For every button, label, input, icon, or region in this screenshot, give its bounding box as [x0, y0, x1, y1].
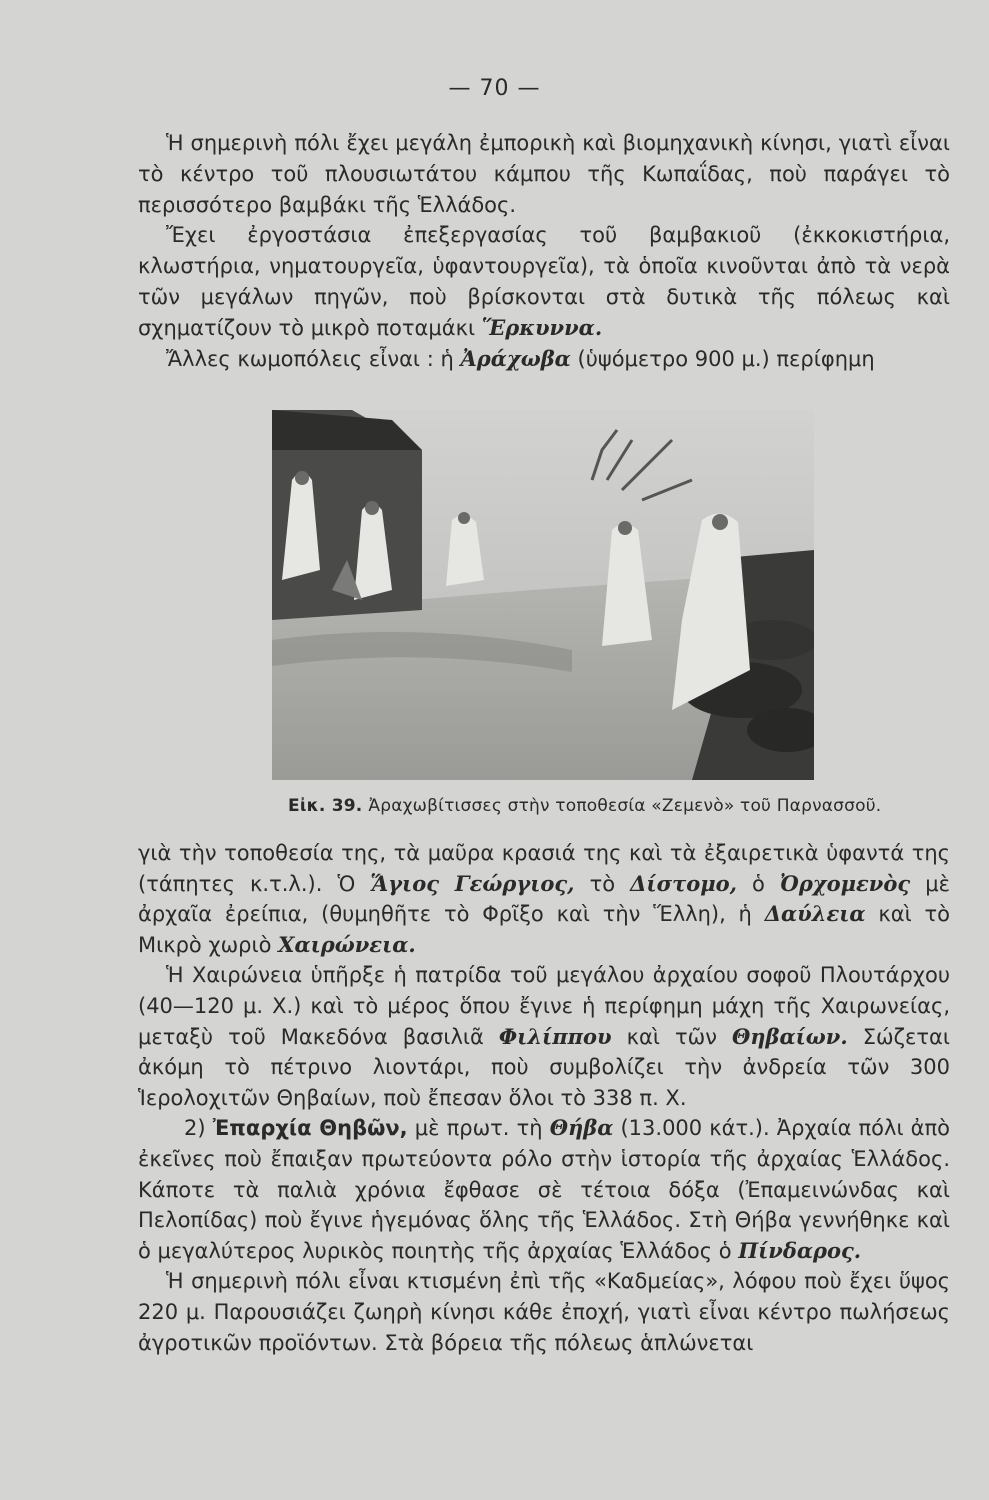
- p4-text-1: γιὰ τὴν τοποθεσία της, τὰ μαῦρα κρασιά της καὶ τὰ ἐξαιρετικὰ ὑφαντά της (τάπητες κ.τ.λ.). Ὁ: [138, 841, 950, 896]
- place-name-agios-georgios: Ἅγιος Γεώργιος,: [370, 870, 575, 896]
- paragraph-other-towns: [138, 344, 950, 375]
- people-name-thebans: Θηβαίων.: [731, 1023, 848, 1049]
- p5-text-2: καὶ τῶν: [626, 1024, 717, 1049]
- paragraph-chaironeia: [138, 960, 950, 1113]
- figure-caption-text: Ἀραχωβίτισσες στὴν τοποθεσία «Ζεμενὸ» τοῦ Παρνασσοῦ.: [368, 796, 882, 816]
- paragraph-modern-thebes: Ἡ σημερινὴ πόλι εἶναι κτισμένη ἐπὶ τῆς «Καδμείας», λόφου ποὺ ἔχει ὕψος 220 μ. Παρουσιάζει ζωηρὴ κίνησι κάθε ἐποχή, γιατὶ εἶναι κέντρο πωλήσεως ἀγροτικῶν προϊόντων. Στὰ βόρεια τῆς πόλεως ἁπλώνεται: [138, 1269, 950, 1355]
- p4-text-5: καὶ τὸ Μικρὸ χωριὸ: [138, 902, 951, 957]
- heading-province-thebes: Ἐπαρχία Θηβῶν,: [212, 1116, 408, 1141]
- p5-text-3: Σώζεται ἀκόμη τὸ πέτρινο λιοντάρι, ποὺ συμβολίζει τὴν ἀνδρεία τῶν 300 Ἱερολοχιτῶν Θηβαίων, ποὺ ἔπεσαν ὅλοι τὸ 338 π. Χ.: [138, 1024, 950, 1110]
- p6-text-2: (13.000 κάτ.). Ἀρχαία πόλι ἀπὸ ἐκεῖνες ποὺ ἔπαιξαν πρωτεύοντα ρόλο στὴν ἱστορία τῆς ἀρχαίας Ἑλλάδος. Κάποτε τὰ παλιὰ χρόνια ἔφθασε σὲ τέτοια δόξα (Ἐπαμεινώνδας καὶ Πελοπίδας) ποὺ ἔγινε ἡγεμόνας ὅλης τῆς Ἑλλάδος. Στὴ Θήβα γεννήθηκε καὶ ὁ μεγαλύτερος λυρικὸς ποιητὴς τῆς ἀρχαίας Ἑλλάδος ὁ: [138, 1116, 950, 1263]
- top-text-block: [138, 128, 950, 374]
- paragraph-thebes-province: [138, 1113, 950, 1266]
- bottom-text-block: [138, 838, 950, 1358]
- place-name-chaironeia: Χαιρώνεια.: [278, 931, 416, 957]
- paragraph-arachova-continued: [138, 838, 950, 960]
- figure-label: Εἰκ. 39.: [288, 796, 363, 816]
- p6-text-1: μὲ πρωτ. τὴ: [414, 1116, 543, 1141]
- paragraph-city-commerce: Ἡ σημερινὴ πόλι ἔχει μεγάλη ἐμπορικὴ καὶ βιομηχανικὴ κίνησι, γιατὶ εἶναι τὸ κέντρο τοῦ πλουσιωτάτου κάμπου τῆς Κωπαΐδας, ποὺ παράγει τὸ περισσότερο βαμβάκι τῆς Ἑλλάδος.: [138, 131, 950, 217]
- person-name-philippos: Φιλίππου: [498, 1023, 612, 1049]
- place-name-erkynna: Ἕρκυννα.: [481, 314, 603, 340]
- p4-text-4: μὲ ἀρχαῖα ἐρείπια, (θυμηθῆτε τὸ Φρῖξο καὶ τὴν Ἕλλη), ἡ: [138, 871, 950, 927]
- place-name-orchomenos: Ὀρχομενὸς: [779, 870, 911, 896]
- photo-illustration: [272, 410, 814, 780]
- other-towns-text-a: Ἄλλες κωμοπόλεις εἶναι : ἡ: [166, 346, 454, 371]
- place-name-thiva: Θήβα: [549, 1115, 614, 1141]
- person-name-pindaros: Πίνδαρος.: [738, 1237, 862, 1263]
- other-towns-text-b: (ὑψόμετρο 900 μ.) περίφημη: [577, 346, 875, 371]
- p4-text-3: ὁ: [751, 871, 765, 896]
- p4-text-2: τὸ: [589, 871, 616, 896]
- p6-number: 2): [184, 1116, 206, 1141]
- page-number: — 70 —: [448, 76, 541, 101]
- figure-caption: [288, 796, 908, 816]
- place-name-dauleia: Δαύλεια: [764, 901, 866, 927]
- paragraph-factories: [138, 220, 950, 343]
- factories-text: Ἔχει ἐργοστάσια ἐπεξεργασίας τοῦ βαμβακιοῦ (ἐκκοκιστήρια, κλωστήρια, νηματουργεῖα, ὑφαντουργεῖα), τὰ ὁποῖα κινοῦνται ἀπὸ τὰ νερὰ τῶν μεγάλων πηγῶν, ποὺ βρίσκονται στὰ δυτικὰ τῆς πόλεως καὶ σχηματίζουν τὸ μικρὸ ποταμάκι: [138, 223, 950, 340]
- photo-women-of-arachova: [272, 410, 814, 780]
- place-name-arachova: Ἀράχωβα: [460, 345, 571, 371]
- p5-text-1: Ἡ Χαιρώνεια ὑπῆρξε ἡ πατρίδα τοῦ μεγάλου ἀρχαίου σοφοῦ Πλουτάρχου (40—120 μ. Χ.) καὶ τὸ μέρος ὅπου ἔγινε ἡ περίφημη μάχη τῆς Χαιρωνείας, μεταξὺ τοῦ Μακεδόνα βασιλιᾶ: [138, 963, 950, 1049]
- place-name-distomo: Δίστομο,: [630, 870, 737, 896]
